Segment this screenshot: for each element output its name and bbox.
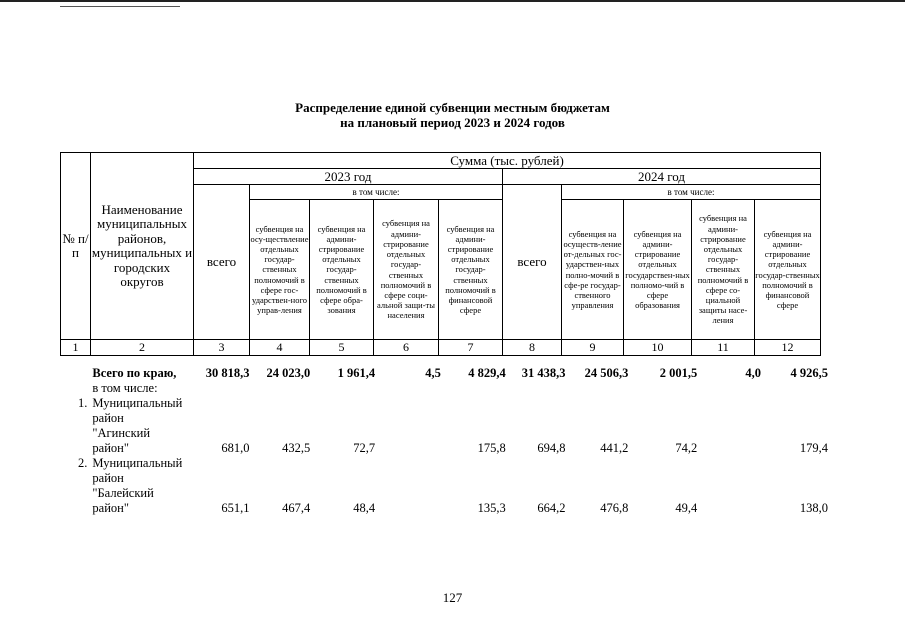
row-name-line: район bbox=[92, 411, 124, 425]
col-number: 11 bbox=[692, 340, 755, 356]
including-2024: в том числе: bbox=[562, 185, 821, 200]
col-2024-state-admin: субвенция на осуществ-ление от-дельных гос-ударствен-ных полно-мочий в сфе-ре государ-ственного управления bbox=[562, 200, 624, 340]
row-name bbox=[90, 396, 194, 456]
col-2024-finance: субвенция на админи-стрирование отдельных государ-ственных полномочий в финансовой сфере bbox=[755, 200, 821, 340]
col-number: 3 bbox=[194, 340, 250, 356]
col-2023-social: субвенция на админи-стрирование отдельных государ-ственных полномочий в сфере соци-альной защи-ты населения bbox=[374, 200, 439, 340]
row-name-line: район" bbox=[92, 441, 129, 455]
col-number: 6 bbox=[374, 340, 439, 356]
row-index: 1. bbox=[78, 396, 88, 410]
cell-finance-2024: 179,4 bbox=[799, 441, 828, 455]
col-number: 7 bbox=[439, 340, 503, 356]
scan-edge-line bbox=[0, 0, 905, 2]
col-number: 9 bbox=[562, 340, 624, 356]
year-2023-header: 2023 год bbox=[194, 169, 503, 185]
row-name-line: Муниципальный bbox=[92, 456, 183, 470]
row-name-line: "Агинский bbox=[92, 426, 151, 440]
col-number: 2 bbox=[91, 340, 194, 356]
cell-state-admin-2024: 476,8 bbox=[600, 501, 629, 515]
cell-social-2024: 4,0 bbox=[745, 366, 762, 380]
cell-social-2023 bbox=[377, 396, 443, 456]
cell-total-2024: 694,8 bbox=[537, 441, 566, 455]
col-2023-finance: субвенция на админи-стрирование отдельных государ-ственных полномочий в финансовой сфере bbox=[439, 200, 503, 340]
table-row bbox=[60, 396, 830, 456]
col-number: 12 bbox=[755, 340, 821, 356]
cell-social-2024 bbox=[699, 456, 763, 516]
year-2024-header: 2024 год bbox=[503, 169, 821, 185]
col-number: 8 bbox=[503, 340, 562, 356]
cell-education-2024: 74,2 bbox=[675, 441, 698, 455]
cell-education-2023: 1 961,4 bbox=[337, 366, 376, 380]
cell-total-2024: 31 438,3 bbox=[521, 366, 566, 380]
document-title bbox=[0, 100, 905, 130]
row-index bbox=[60, 381, 90, 396]
cell-social-2023 bbox=[377, 456, 443, 516]
data-table bbox=[60, 366, 830, 516]
cell-education-2023: 48,4 bbox=[353, 501, 376, 515]
col-2024-social: субвенция на админи-стрирование отдельных государ-ственных полномочий в сфере со-циальной защиты насе-ления bbox=[692, 200, 755, 340]
title-line-1: Распределение единой субвенции местным бюджетам bbox=[295, 100, 610, 115]
cell-state-admin-2024: 441,2 bbox=[600, 441, 629, 455]
cell-education-2024: 49,4 bbox=[675, 501, 698, 515]
title-line-2: на плановый период 2023 и 2024 годов bbox=[340, 115, 565, 130]
row-name: в том числе: bbox=[92, 381, 158, 395]
row-name bbox=[90, 456, 194, 516]
row-name-line: район bbox=[92, 471, 124, 485]
row-name: Всего по краю, bbox=[92, 366, 177, 380]
cell-state-admin-2023: 467,4 bbox=[282, 501, 311, 515]
page-number: 127 bbox=[442, 590, 463, 605]
cell-finance-2024: 4 926,5 bbox=[790, 366, 828, 380]
col-number: 4 bbox=[250, 340, 310, 356]
col-2023-state-admin: субвенция на осу-ществление отдельных государ-ственных полномочий в сфере гос-ударствен-ного управ-ления bbox=[250, 200, 310, 340]
cell-total-2023: 681,0 bbox=[221, 441, 250, 455]
header-table bbox=[60, 152, 821, 356]
total-2024-header: всего bbox=[503, 185, 562, 340]
cell-finance-2024: 138,0 bbox=[799, 501, 828, 515]
cell-total-2023: 30 818,3 bbox=[205, 366, 250, 380]
cell-social-2023: 4,5 bbox=[425, 366, 441, 380]
cell-finance-2023: 135,3 bbox=[477, 501, 506, 515]
col-number: 10 bbox=[624, 340, 692, 356]
including-2023: в том числе: bbox=[250, 185, 503, 200]
cell-education-2024: 2 001,5 bbox=[659, 366, 698, 380]
row-index bbox=[60, 366, 90, 381]
cell-state-admin-2023: 432,5 bbox=[282, 441, 311, 455]
table-row-including bbox=[60, 381, 830, 396]
col-2023-education: субвенция на админи-стрирование отдельных государ-ственных полномочий в сфере обра-зования bbox=[310, 200, 374, 340]
cell-education-2023: 72,7 bbox=[353, 441, 376, 455]
row-name-line: район" bbox=[92, 501, 129, 515]
total-2023-header: всего bbox=[194, 185, 250, 340]
cell-total-2023: 651,1 bbox=[221, 501, 250, 515]
row-name-line: "Балейский bbox=[92, 486, 154, 500]
num-col-header: № п/п bbox=[61, 153, 91, 340]
sum-header: Сумма (тыс. рублей) bbox=[194, 153, 821, 169]
cell-finance-2023: 4 829,4 bbox=[468, 366, 506, 380]
table-row bbox=[60, 456, 830, 516]
col-number: 1 bbox=[61, 340, 91, 356]
table-row-total bbox=[60, 366, 830, 381]
cell-social-2024 bbox=[699, 396, 763, 456]
row-name-line: Муниципальный bbox=[92, 396, 183, 410]
col-2024-education: субвенция на админи-стрирование отдельных государствен-ных полномо-чий в сфере образования bbox=[624, 200, 692, 340]
name-col-header: Наименование муниципальных районов, муниципальных и городских округов bbox=[91, 153, 194, 340]
cell-state-admin-2023: 24 023,0 bbox=[266, 366, 311, 380]
cell-state-admin-2024: 24 506,3 bbox=[584, 366, 629, 380]
row-index: 2. bbox=[78, 456, 88, 470]
scan-edge-mark bbox=[60, 6, 180, 7]
col-number: 5 bbox=[310, 340, 374, 356]
cell-finance-2023: 175,8 bbox=[477, 441, 506, 455]
cell-total-2024: 664,2 bbox=[537, 501, 566, 515]
